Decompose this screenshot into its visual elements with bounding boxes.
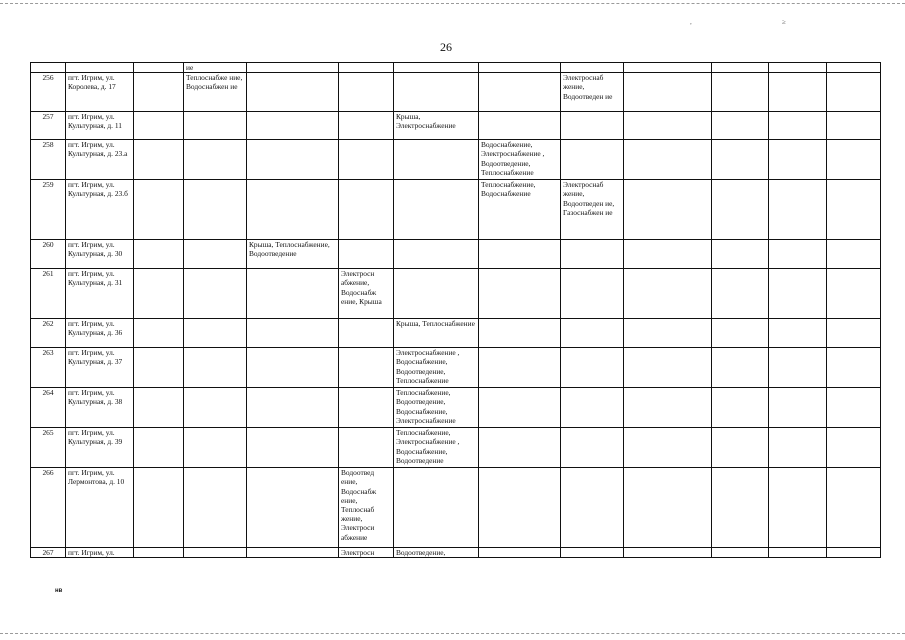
cell-c8 bbox=[561, 269, 624, 319]
cell-address: пгт. Игрим, ул. Культурная, д. 37 bbox=[66, 348, 134, 388]
cell-c3 bbox=[184, 112, 247, 140]
cell-c5: Электросн абжение, Водоснабж ение, Крыша bbox=[339, 269, 394, 319]
cell-c8 bbox=[561, 140, 624, 180]
cell-c7 bbox=[479, 468, 561, 548]
table-row bbox=[31, 180, 881, 240]
cell-c5 bbox=[339, 428, 394, 468]
cell-c4 bbox=[247, 73, 339, 112]
cell-address: пгт. Игрим, ул. Культурная, д. 23.а bbox=[66, 140, 134, 180]
cell-c5 bbox=[339, 348, 394, 388]
table-row bbox=[31, 388, 881, 428]
cell-c8 bbox=[561, 388, 624, 428]
cell-c4 bbox=[247, 269, 339, 319]
table-row bbox=[31, 319, 881, 348]
cell-address: пгт. Игрим, ул. Культурная, д. 11 bbox=[66, 112, 134, 140]
table-row bbox=[31, 428, 881, 468]
cell-address: пгт. Игрим, ул. Культурная, д. 38 bbox=[66, 388, 134, 428]
cell-c3 bbox=[184, 388, 247, 428]
cell-c5 bbox=[339, 112, 394, 140]
cell-c7 bbox=[479, 240, 561, 269]
cell-c4 bbox=[247, 428, 339, 468]
cell-c7 bbox=[479, 269, 561, 319]
cell-c7: Водоснабжение, Электроснабжение , Водоотведение, Теплоснабжение bbox=[479, 140, 561, 180]
cell-number: 266 bbox=[31, 468, 66, 548]
cell-c6: Электроснабжение , Водоснабжение, Водоотведение, Теплоснабжение bbox=[394, 348, 479, 388]
cell-c4 bbox=[247, 348, 339, 388]
cell-c4 bbox=[247, 180, 339, 240]
page-number: 26 bbox=[440, 40, 452, 54]
cell-c8 bbox=[561, 428, 624, 468]
cell-number: 265 bbox=[31, 428, 66, 468]
cell-c6 bbox=[394, 468, 479, 548]
table-row bbox=[31, 548, 881, 558]
cell-c6: Водоотведение, bbox=[394, 548, 479, 558]
cell-c3: Теплоснабже ние, Водоснабжен ие bbox=[184, 73, 247, 112]
cell-c5 bbox=[339, 180, 394, 240]
cell-address: пгт. Игрим, ул. Культурная, д. 31 bbox=[66, 269, 134, 319]
cell-c7 bbox=[479, 348, 561, 388]
cell-number: 267 bbox=[31, 548, 66, 558]
cell-number: 260 bbox=[31, 240, 66, 269]
cell-c6 bbox=[394, 73, 479, 112]
table-row bbox=[31, 240, 881, 269]
table-row bbox=[31, 348, 881, 388]
cell-c4 bbox=[247, 548, 339, 558]
cell-c5 bbox=[339, 388, 394, 428]
cell-c6 bbox=[394, 180, 479, 240]
cell-c8: Электроснаб жение, Водоотведен ие bbox=[561, 73, 624, 112]
cell-number: 261 bbox=[31, 269, 66, 319]
cell-c5 bbox=[339, 319, 394, 348]
cell-c8 bbox=[561, 112, 624, 140]
table-row bbox=[31, 468, 881, 548]
table-row bbox=[31, 112, 881, 140]
cell-number: 262 bbox=[31, 319, 66, 348]
cell-number: 259 bbox=[31, 180, 66, 240]
cell-c8 bbox=[561, 319, 624, 348]
cell-c5: Электросн bbox=[339, 548, 394, 558]
cell-c6: Крыша, Теплоснабжение bbox=[394, 319, 479, 348]
cell-address: пгт. Игрим, ул. bbox=[66, 548, 134, 558]
cell-c3 bbox=[184, 319, 247, 348]
cell-c6: Теплоснабжение, Электроснабжение , Водоснабжение, Водоотведение bbox=[394, 428, 479, 468]
cell-c8 bbox=[561, 240, 624, 269]
cell-c4 bbox=[247, 468, 339, 548]
cell-c6 bbox=[394, 269, 479, 319]
table-row bbox=[31, 73, 881, 112]
cell-c4 bbox=[247, 140, 339, 180]
cell-address: пгт. Игрим, ул. Культурная, д. 39 bbox=[66, 428, 134, 468]
cell-c8 bbox=[561, 548, 624, 558]
cell-c4 bbox=[247, 319, 339, 348]
cell-c7 bbox=[479, 428, 561, 468]
table-row bbox=[31, 140, 881, 180]
register-table bbox=[30, 62, 881, 558]
cell-number: 257 bbox=[31, 112, 66, 140]
cell-c4 bbox=[247, 112, 339, 140]
table-row bbox=[31, 269, 881, 319]
cell-c3 bbox=[184, 468, 247, 548]
cell-c5: Водоотвед ение, Водоснабж ение, Теплоснаб жение, Электроси абжение bbox=[339, 468, 394, 548]
cell-address: пгт. Игрим, ул. Культурная, д. 36 bbox=[66, 319, 134, 348]
cell-c7 bbox=[479, 319, 561, 348]
cell-c7 bbox=[479, 73, 561, 112]
cell-c8 bbox=[561, 468, 624, 548]
cell-c7 bbox=[479, 548, 561, 558]
cell-c4 bbox=[247, 388, 339, 428]
cell-c8 bbox=[561, 348, 624, 388]
cell-c7 bbox=[479, 112, 561, 140]
scan-speck: , bbox=[690, 18, 692, 26]
cell-address: пгт. Игрим, ул. Королева, д. 17 bbox=[66, 73, 134, 112]
cell-number: 264 bbox=[31, 388, 66, 428]
cell-number: 263 bbox=[31, 348, 66, 388]
cell-c3 bbox=[184, 240, 247, 269]
cell-c4: Крыша, Теплоснабжение, Водоотведение bbox=[247, 240, 339, 269]
cell-c7 bbox=[479, 388, 561, 428]
cell-address: пгт. Игрим, ул. Культурная, д. 30 bbox=[66, 240, 134, 269]
cell-c3 bbox=[184, 180, 247, 240]
table-row-continued bbox=[31, 63, 881, 73]
scan-speck: ≥ bbox=[782, 18, 786, 26]
scan-edge-top bbox=[0, 3, 905, 4]
cell-c3: ие bbox=[184, 63, 247, 73]
cell-c5 bbox=[339, 240, 394, 269]
cell-c6 bbox=[394, 240, 479, 269]
cell-c7: Теплоснабжение, Водоснабжение bbox=[479, 180, 561, 240]
cell-c5 bbox=[339, 73, 394, 112]
cell-c3 bbox=[184, 269, 247, 319]
scan-edge-bottom bbox=[0, 633, 905, 634]
footer-mark: нв bbox=[55, 588, 63, 594]
cell-c8: Электроснаб жение, Водоотведен ие, Газоснабжен ие bbox=[561, 180, 624, 240]
cell-c5 bbox=[339, 140, 394, 180]
cell-address: пгт. Игрим, ул. Лермонтова, д. 10 bbox=[66, 468, 134, 548]
cell-address: пгт. Игрим, ул. Культурная, д. 23.б bbox=[66, 180, 134, 240]
cell-c3 bbox=[184, 140, 247, 180]
cell-c6 bbox=[394, 140, 479, 180]
cell-c6: Крыша, Электроснабжение bbox=[394, 112, 479, 140]
cell-c6: Теплоснабжение, Водоотведение, Водоснабжение, Электроснабжение bbox=[394, 388, 479, 428]
cell-number: 258 bbox=[31, 140, 66, 180]
cell-c3 bbox=[184, 348, 247, 388]
cell-c3 bbox=[184, 428, 247, 468]
cell-c3 bbox=[184, 548, 247, 558]
cell-number: 256 bbox=[31, 73, 66, 112]
